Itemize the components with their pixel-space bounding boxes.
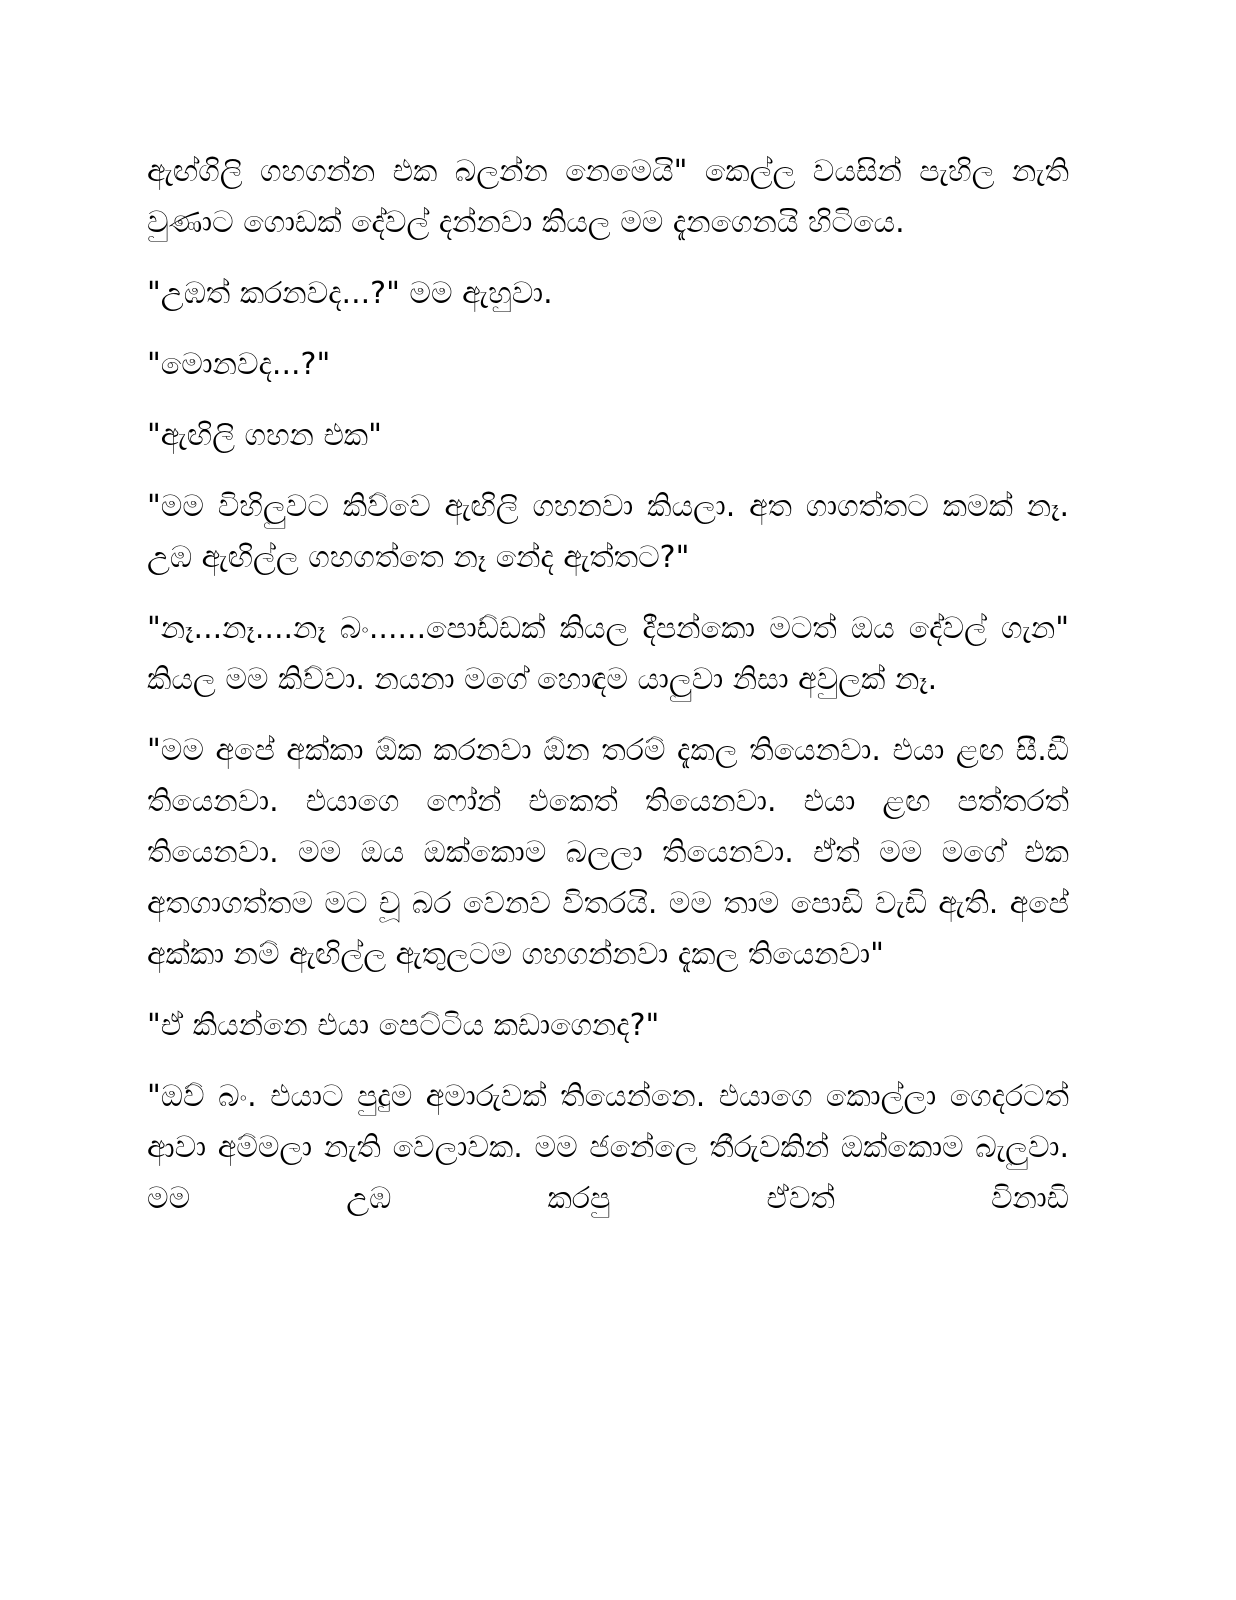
paragraph-9: "ඔව් බං. එයාට පුදුම අමාරුවක් තියෙන්නෙ. එයාගෙ කොල්ලා ගෙදරටත් ආවා අම්මලා නැති වෙලාවක. මම ජනේලෙ තීරුවකින් ඔක්කොම බැලුවා. මම උඹ කරපු ඒවත් විනාඩි	[147, 1079, 1069, 1216]
paragraph-5: "මම විහිලුවට කිව්වෙ ඇඟිලි ගහනවා කියලා. අත ගාගත්තට කමක් නෑ. උඹ ඇඟිල්ල ගහගත්තෙ නෑ නේද ඇත්තට?"	[147, 489, 1069, 575]
paragraph-2: "උඹත් කරනවද...?" මම ඇහුවා.	[147, 276, 553, 311]
paragraph-8: "ඒ කියන්නෙ එයා පෙට්ටිය කඩාගෙනද?"	[147, 1008, 660, 1043]
paragraph-7: "මම අපේ අක්කා ඕක කරනවා ඕන තරම් දැකල තියෙනවා. එයා ළඟ සී.ඩී තියෙනවා. එයාගෙ ෆෝන් එකෙත් තියෙනවා. එයා ළඟ පත්තරත් තියෙනවා. මම ඔය ඔක්කොම බලලා තියෙනවා. ඒත් මම මගේ එක අතගාගත්තම මට චූ බර වෙනව විතරයි. මම තාම පොඩි වැඩි ඇති. අපේ අක්කා නම් ඇඟිල්ල ඇතුලටම ගහගන්නවා දැකල තියෙනවා"	[147, 733, 1069, 972]
document-page	[147, 146, 1069, 1244]
paragraph-3: "මොනවද...?"	[147, 347, 331, 382]
paragraph-1: ඇඟ්ගිලි ගහගන්න එක බලන්න නෙමෙයි" කෙල්ල වයසින් පැහිල නැති වුණාට ගොඩක් දේවල් දන්නවා කියල මම දැනගෙනයි හිටියෙ.	[147, 154, 1069, 240]
paragraph-4: "ඇඟිලි ගහන එක"	[147, 418, 382, 453]
paragraph-6: "නෑ...නෑ....නෑ බං......පොඩ්ඩක් කියල දීපන්කො මටත් ඔය දේවල් ගැන" කියල මම කිව්වා. නයනා මගේ හොඳම යාලුවා නිසා අවුලක් නෑ.	[147, 611, 1069, 697]
